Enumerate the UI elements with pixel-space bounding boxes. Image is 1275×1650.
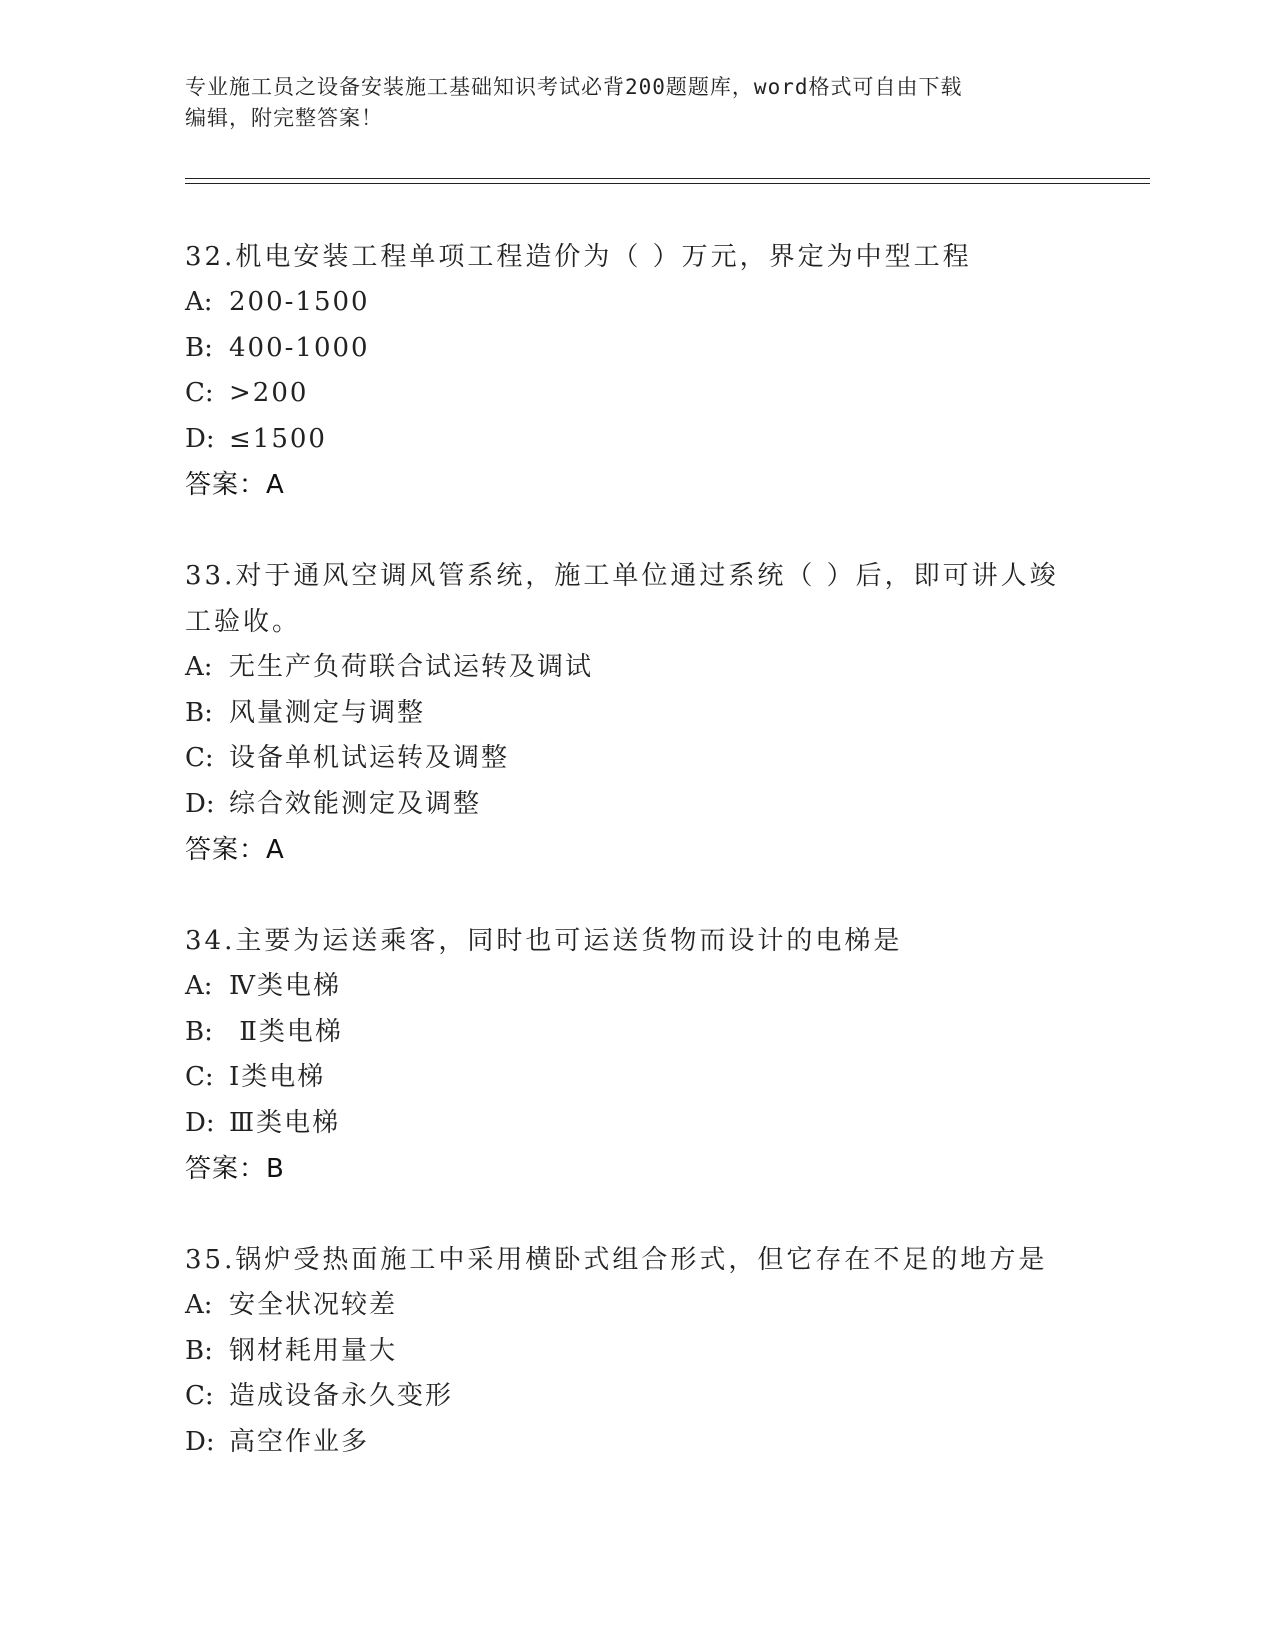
option-text: 高空作业多 bbox=[229, 1426, 370, 1457]
option-text: 安全状况较差 bbox=[229, 1290, 398, 1320]
question-title: 32.机电安装工程单项工程造价为（ ）万元，界定为中型工程 bbox=[185, 242, 972, 272]
option-text: Ⅰ类电梯 bbox=[229, 1062, 326, 1092]
option-key: A: bbox=[185, 1290, 213, 1320]
option-text: Ⅲ类电梯 bbox=[229, 1107, 341, 1138]
option-key: B: bbox=[185, 697, 213, 728]
question-34 bbox=[185, 918, 1085, 1192]
question-title: 34.主要为运送乘客，同时也可运送货物而设计的电梯是 bbox=[185, 926, 903, 956]
option-text: 风量测定与调整 bbox=[229, 697, 426, 728]
option-a bbox=[185, 645, 1085, 691]
option-key: D: bbox=[185, 1426, 215, 1457]
option-text: Ⅳ类电梯 bbox=[229, 971, 341, 1001]
option-text: ≤1500 bbox=[229, 423, 327, 454]
header-line-2: 编辑，附完整答案！ bbox=[185, 106, 383, 130]
option-b bbox=[185, 691, 1085, 737]
option-text: 400-1000 bbox=[229, 332, 370, 363]
option-key: D: bbox=[185, 788, 215, 819]
answer-line: 答案：B bbox=[185, 1154, 285, 1184]
header-divider-top bbox=[185, 178, 1150, 179]
question-title: 35.锅炉受热面施工中采用横卧式组合形式，但它存在不足的地方是 bbox=[185, 1245, 1048, 1275]
question-35 bbox=[185, 1237, 1085, 1465]
option-key: A: bbox=[185, 652, 213, 682]
option-text: 200-1500 bbox=[229, 287, 370, 317]
question-33 bbox=[185, 553, 1085, 873]
option-key: D: bbox=[185, 1107, 215, 1138]
option-d bbox=[185, 417, 1085, 463]
option-key: A: bbox=[185, 971, 213, 1001]
option-key: C: bbox=[185, 378, 214, 408]
option-c bbox=[185, 736, 1085, 782]
option-c bbox=[185, 1374, 1085, 1420]
option-text: >200 bbox=[229, 378, 309, 408]
option-b bbox=[185, 1010, 1085, 1056]
option-c bbox=[185, 371, 1085, 417]
option-c bbox=[185, 1055, 1085, 1101]
option-b bbox=[185, 1329, 1085, 1375]
answer-line: 答案：A bbox=[185, 470, 285, 500]
question-32 bbox=[185, 234, 1085, 508]
option-text: Ⅱ类电梯 bbox=[229, 1016, 343, 1047]
option-text: 综合效能测定及调整 bbox=[229, 788, 482, 819]
option-text: 钢材耗用量大 bbox=[229, 1335, 398, 1366]
header-divider-bottom bbox=[185, 183, 1150, 184]
option-key: C: bbox=[185, 1062, 214, 1092]
option-b bbox=[185, 326, 1085, 372]
option-a bbox=[185, 964, 1085, 1010]
option-key: C: bbox=[185, 743, 214, 773]
answer-line: 答案：A bbox=[185, 835, 285, 865]
option-key: D: bbox=[185, 423, 215, 454]
option-d bbox=[185, 1101, 1085, 1147]
option-text: 设备单机试运转及调整 bbox=[229, 743, 510, 773]
option-key: A: bbox=[185, 287, 213, 317]
option-key: C: bbox=[185, 1381, 214, 1411]
document-header bbox=[185, 72, 1085, 134]
option-key: B: bbox=[185, 332, 213, 363]
option-key: B: bbox=[185, 1016, 213, 1047]
option-text: 造成设备永久变形 bbox=[229, 1381, 454, 1411]
question-title-line-1: 33.对于通风空调风管系统，施工单位通过系统（ ）后，即可讲人竣 bbox=[185, 561, 1059, 591]
option-d bbox=[185, 782, 1085, 828]
question-title-line-2: 工验收。 bbox=[185, 607, 302, 637]
header-line-1: 专业施工员之设备安装施工基础知识考试必背200题题库，word格式可自由下载 bbox=[185, 75, 963, 99]
option-a bbox=[185, 280, 1085, 326]
option-d bbox=[185, 1420, 1085, 1466]
option-a bbox=[185, 1283, 1085, 1329]
option-key: B: bbox=[185, 1335, 213, 1366]
option-text: 无生产负荷联合试运转及调试 bbox=[229, 652, 594, 682]
